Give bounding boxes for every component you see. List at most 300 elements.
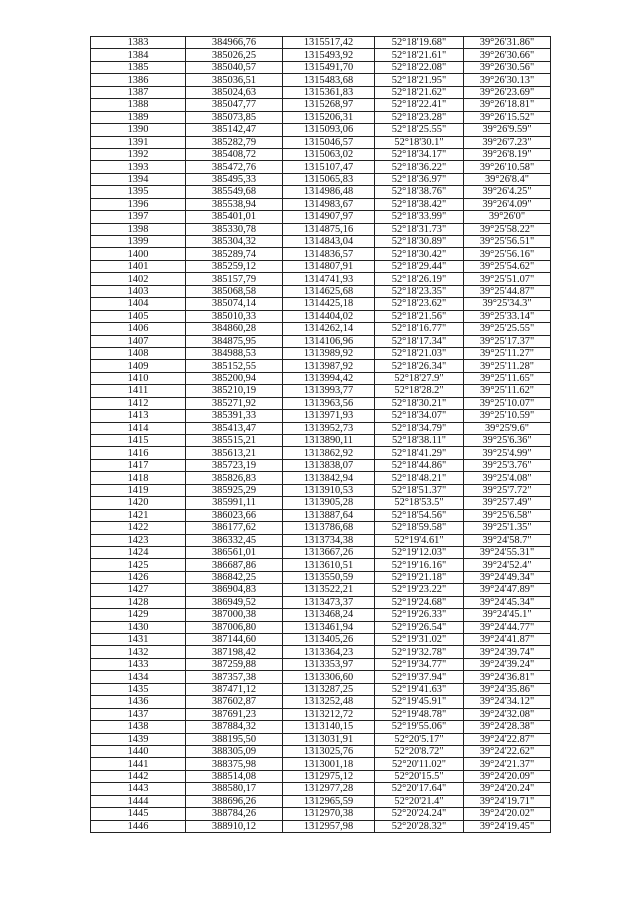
- latitude-cell: 52°18'59.58": [375, 522, 464, 534]
- longitude-cell: 39°26'18.81": [464, 99, 551, 111]
- x-coordinate-cell: 387884,32: [186, 721, 283, 733]
- latitude-cell: 52°18'22.08": [375, 61, 464, 73]
- x-coordinate-cell: 387357,38: [186, 671, 283, 683]
- latitude-cell: 52°18'36.97": [375, 173, 464, 185]
- table-row: [91, 683, 551, 695]
- point-number-cell: 1440: [91, 745, 186, 757]
- latitude-cell: 52°19'12.03": [375, 546, 464, 558]
- table-row: [91, 198, 551, 210]
- point-number-cell: 1394: [91, 173, 186, 185]
- table-row: [91, 447, 551, 459]
- longitude-cell: 39°24'45.1": [464, 609, 551, 621]
- x-coordinate-cell: 385040,57: [186, 61, 283, 73]
- point-number-cell: 1441: [91, 758, 186, 770]
- point-number-cell: 1392: [91, 148, 186, 160]
- latitude-cell: 52°18'19.68": [375, 37, 464, 49]
- table-row: [91, 186, 551, 198]
- x-coordinate-cell: 385723,19: [186, 459, 283, 471]
- x-coordinate-cell: 388910,12: [186, 820, 283, 832]
- x-coordinate-cell: 387259,88: [186, 658, 283, 670]
- longitude-cell: 39°24'36.81": [464, 671, 551, 683]
- x-coordinate-cell: 388696,26: [186, 795, 283, 807]
- y-coordinate-cell: 1313952,73: [283, 422, 375, 434]
- y-coordinate-cell: 1313838,07: [283, 459, 375, 471]
- x-coordinate-cell: 385142,47: [186, 124, 283, 136]
- point-number-cell: 1446: [91, 820, 186, 832]
- y-coordinate-cell: 1313025,76: [283, 745, 375, 757]
- longitude-cell: 39°26'4.09": [464, 198, 551, 210]
- y-coordinate-cell: 1315361,83: [283, 86, 375, 98]
- x-coordinate-cell: 385391,33: [186, 410, 283, 422]
- y-coordinate-cell: 1314625,68: [283, 285, 375, 297]
- longitude-cell: 39°26'15.52": [464, 111, 551, 123]
- x-coordinate-cell: 385472,76: [186, 161, 283, 173]
- point-number-cell: 1424: [91, 546, 186, 558]
- y-coordinate-cell: 1313353,97: [283, 658, 375, 670]
- table-row: [91, 658, 551, 670]
- table-row: [91, 236, 551, 248]
- y-coordinate-cell: 1315107,47: [283, 161, 375, 173]
- table-row: [91, 820, 551, 832]
- point-number-cell: 1413: [91, 410, 186, 422]
- table-row: [91, 335, 551, 347]
- longitude-cell: 39°26'10.58": [464, 161, 551, 173]
- latitude-cell: 52°19'41.63": [375, 683, 464, 695]
- y-coordinate-cell: 1313963,56: [283, 397, 375, 409]
- y-coordinate-cell: 1313140,15: [283, 721, 375, 733]
- table-row: [91, 310, 551, 322]
- y-coordinate-cell: 1314425,18: [283, 298, 375, 310]
- table-row: [91, 260, 551, 272]
- point-number-cell: 1397: [91, 211, 186, 223]
- point-number-cell: 1406: [91, 323, 186, 335]
- latitude-cell: 52°19'48.78": [375, 708, 464, 720]
- point-number-cell: 1437: [91, 708, 186, 720]
- table-row: [91, 173, 551, 185]
- longitude-cell: 39°26'23.69": [464, 86, 551, 98]
- y-coordinate-cell: 1313905,28: [283, 497, 375, 509]
- x-coordinate-cell: 384860,28: [186, 323, 283, 335]
- y-coordinate-cell: 1314807,91: [283, 260, 375, 272]
- table-row: [91, 696, 551, 708]
- longitude-cell: 39°25'6.36": [464, 435, 551, 447]
- longitude-cell: 39°25'4.99": [464, 447, 551, 459]
- longitude-cell: 39°25'10.59": [464, 410, 551, 422]
- y-coordinate-cell: 1314262,14: [283, 323, 375, 335]
- y-coordinate-cell: 1313786,68: [283, 522, 375, 534]
- table-row: [91, 74, 551, 86]
- longitude-cell: 39°25'9.6": [464, 422, 551, 434]
- x-coordinate-cell: 388375,98: [186, 758, 283, 770]
- y-coordinate-cell: 1313550,59: [283, 571, 375, 583]
- point-number-cell: 1431: [91, 634, 186, 646]
- y-coordinate-cell: 1313306,60: [283, 671, 375, 683]
- table-row: [91, 484, 551, 496]
- table-row: [91, 99, 551, 111]
- table-row: [91, 783, 551, 795]
- longitude-cell: 39°25'56.16": [464, 248, 551, 260]
- table-row: [91, 522, 551, 534]
- table-row: [91, 534, 551, 546]
- latitude-cell: 52°19'21.18": [375, 571, 464, 583]
- longitude-cell: 39°25'6.58": [464, 509, 551, 521]
- y-coordinate-cell: 1314404,02: [283, 310, 375, 322]
- x-coordinate-cell: 387144,60: [186, 634, 283, 646]
- table-row: [91, 410, 551, 422]
- y-coordinate-cell: 1314843,04: [283, 236, 375, 248]
- longitude-cell: 39°25'11.27": [464, 347, 551, 359]
- longitude-cell: 39°25'33.14": [464, 310, 551, 322]
- x-coordinate-cell: 386842,25: [186, 571, 283, 583]
- x-coordinate-cell: 388580,17: [186, 783, 283, 795]
- latitude-cell: 52°18'53.5": [375, 497, 464, 509]
- x-coordinate-cell: 386949,52: [186, 596, 283, 608]
- y-coordinate-cell: 1315063,02: [283, 148, 375, 160]
- x-coordinate-cell: 385271,92: [186, 397, 283, 409]
- table-row: [91, 372, 551, 384]
- point-number-cell: 1411: [91, 385, 186, 397]
- x-coordinate-cell: 386904,83: [186, 584, 283, 596]
- point-number-cell: 1429: [91, 609, 186, 621]
- table-row: [91, 745, 551, 757]
- y-coordinate-cell: 1313862,92: [283, 447, 375, 459]
- table-row: [91, 211, 551, 223]
- table-row: [91, 671, 551, 683]
- y-coordinate-cell: 1313890,11: [283, 435, 375, 447]
- longitude-cell: 39°25'17.37": [464, 335, 551, 347]
- x-coordinate-cell: 385024,63: [186, 86, 283, 98]
- y-coordinate-cell: 1313993,77: [283, 385, 375, 397]
- x-coordinate-cell: 388195,50: [186, 733, 283, 745]
- y-coordinate-cell: 1312975,12: [283, 770, 375, 782]
- latitude-cell: 52°19'45.91": [375, 696, 464, 708]
- latitude-cell: 52°20'11.02": [375, 758, 464, 770]
- latitude-cell: 52°18'23.62": [375, 298, 464, 310]
- table-row: [91, 459, 551, 471]
- y-coordinate-cell: 1315483,68: [283, 74, 375, 86]
- table-row: [91, 37, 551, 49]
- point-number-cell: 1403: [91, 285, 186, 297]
- longitude-cell: 39°25'3.76": [464, 459, 551, 471]
- table-row: [91, 609, 551, 621]
- latitude-cell: 52°20'15.5": [375, 770, 464, 782]
- longitude-cell: 39°26'0": [464, 211, 551, 223]
- y-coordinate-cell: 1315093,06: [283, 124, 375, 136]
- latitude-cell: 52°19'55.06": [375, 721, 464, 733]
- y-coordinate-cell: 1315046,57: [283, 136, 375, 148]
- point-number-cell: 1386: [91, 74, 186, 86]
- x-coordinate-cell: 385613,21: [186, 447, 283, 459]
- longitude-cell: 39°26'30.13": [464, 74, 551, 86]
- table-row: [91, 385, 551, 397]
- y-coordinate-cell: 1314836,57: [283, 248, 375, 260]
- latitude-cell: 52°18'25.55": [375, 124, 464, 136]
- table-row: [91, 808, 551, 820]
- x-coordinate-cell: 385010,33: [186, 310, 283, 322]
- y-coordinate-cell: 1315065,83: [283, 173, 375, 185]
- x-coordinate-cell: 387000,38: [186, 609, 283, 621]
- latitude-cell: 52°19'26.54": [375, 621, 464, 633]
- x-coordinate-cell: 386332,45: [186, 534, 283, 546]
- x-coordinate-cell: 387198,42: [186, 646, 283, 658]
- x-coordinate-cell: 384988,53: [186, 347, 283, 359]
- y-coordinate-cell: 1315517,42: [283, 37, 375, 49]
- point-number-cell: 1420: [91, 497, 186, 509]
- table-row: [91, 422, 551, 434]
- table-row: [91, 285, 551, 297]
- longitude-cell: 39°25'44.87": [464, 285, 551, 297]
- point-number-cell: 1442: [91, 770, 186, 782]
- x-coordinate-cell: 385515,21: [186, 435, 283, 447]
- longitude-cell: 39°25'1.35": [464, 522, 551, 534]
- table-row: [91, 472, 551, 484]
- x-coordinate-cell: 385330,78: [186, 223, 283, 235]
- longitude-cell: 39°24'47.89": [464, 584, 551, 596]
- coordinates-table-body: [91, 37, 551, 833]
- x-coordinate-cell: 385991,11: [186, 497, 283, 509]
- y-coordinate-cell: 1313468,24: [283, 609, 375, 621]
- x-coordinate-cell: 385074,14: [186, 298, 283, 310]
- y-coordinate-cell: 1312965,59: [283, 795, 375, 807]
- table-row: [91, 323, 551, 335]
- x-coordinate-cell: 385152,55: [186, 360, 283, 372]
- longitude-cell: 39°25'34.3": [464, 298, 551, 310]
- point-number-cell: 1409: [91, 360, 186, 372]
- x-coordinate-cell: 386687,86: [186, 559, 283, 571]
- latitude-cell: 52°18'21.56": [375, 310, 464, 322]
- table-row: [91, 347, 551, 359]
- table-row: [91, 223, 551, 235]
- point-number-cell: 1389: [91, 111, 186, 123]
- point-number-cell: 1444: [91, 795, 186, 807]
- table-row: [91, 497, 551, 509]
- y-coordinate-cell: 1313734,38: [283, 534, 375, 546]
- x-coordinate-cell: 385826,83: [186, 472, 283, 484]
- latitude-cell: 52°18'21.95": [375, 74, 464, 86]
- latitude-cell: 52°18'30.1": [375, 136, 464, 148]
- longitude-cell: 39°25'11.62": [464, 385, 551, 397]
- y-coordinate-cell: 1312957,98: [283, 820, 375, 832]
- point-number-cell: 1430: [91, 621, 186, 633]
- longitude-cell: 39°25'11.28": [464, 360, 551, 372]
- y-coordinate-cell: 1313610,51: [283, 559, 375, 571]
- y-coordinate-cell: 1314741,93: [283, 273, 375, 285]
- x-coordinate-cell: 385200,94: [186, 372, 283, 384]
- latitude-cell: 52°20'24.24": [375, 808, 464, 820]
- latitude-cell: 52°18'31.73": [375, 223, 464, 235]
- latitude-cell: 52°19'24.68": [375, 596, 464, 608]
- y-coordinate-cell: 1315491,70: [283, 61, 375, 73]
- point-number-cell: 1421: [91, 509, 186, 521]
- x-coordinate-cell: 388305,09: [186, 745, 283, 757]
- latitude-cell: 52°19'31.02": [375, 634, 464, 646]
- table-row: [91, 708, 551, 720]
- y-coordinate-cell: 1313887,64: [283, 509, 375, 521]
- x-coordinate-cell: 388784,26: [186, 808, 283, 820]
- y-coordinate-cell: 1313989,92: [283, 347, 375, 359]
- point-number-cell: 1439: [91, 733, 186, 745]
- longitude-cell: 39°25'25.55": [464, 323, 551, 335]
- longitude-cell: 39°24'28.38": [464, 721, 551, 733]
- latitude-cell: 52°18'28.2": [375, 385, 464, 397]
- x-coordinate-cell: 385495,33: [186, 173, 283, 185]
- longitude-cell: 39°25'4.08": [464, 472, 551, 484]
- x-coordinate-cell: 385068,58: [186, 285, 283, 297]
- longitude-cell: 39°25'11.65": [464, 372, 551, 384]
- x-coordinate-cell: 387691,23: [186, 708, 283, 720]
- latitude-cell: 52°18'33.99": [375, 211, 464, 223]
- y-coordinate-cell: 1313522,21: [283, 584, 375, 596]
- point-number-cell: 1390: [91, 124, 186, 136]
- latitude-cell: 52°18'29.44": [375, 260, 464, 272]
- longitude-cell: 39°24'21.37": [464, 758, 551, 770]
- longitude-cell: 39°26'7.23": [464, 136, 551, 148]
- point-number-cell: 1391: [91, 136, 186, 148]
- latitude-cell: 52°18'34.17": [375, 148, 464, 160]
- point-number-cell: 1425: [91, 559, 186, 571]
- latitude-cell: 52°18'44.86": [375, 459, 464, 471]
- latitude-cell: 52°18'38.76": [375, 186, 464, 198]
- latitude-cell: 52°18'16.77": [375, 323, 464, 335]
- y-coordinate-cell: 1313461,94: [283, 621, 375, 633]
- y-coordinate-cell: 1313971,93: [283, 410, 375, 422]
- table-row: [91, 584, 551, 596]
- longitude-cell: 39°24'58.7": [464, 534, 551, 546]
- latitude-cell: 52°20'8.72": [375, 745, 464, 757]
- longitude-cell: 39°25'7.72": [464, 484, 551, 496]
- longitude-cell: 39°25'54.62": [464, 260, 551, 272]
- latitude-cell: 52°18'27.9": [375, 372, 464, 384]
- y-coordinate-cell: 1313252,48: [283, 696, 375, 708]
- latitude-cell: 52°18'48.21": [375, 472, 464, 484]
- longitude-cell: 39°25'10.07": [464, 397, 551, 409]
- longitude-cell: 39°24'55.31": [464, 546, 551, 558]
- table-row: [91, 646, 551, 658]
- table-row: [91, 360, 551, 372]
- point-number-cell: 1384: [91, 49, 186, 61]
- y-coordinate-cell: 1313667,26: [283, 546, 375, 558]
- x-coordinate-cell: 385026,25: [186, 49, 283, 61]
- longitude-cell: 39°26'9.59": [464, 124, 551, 136]
- latitude-cell: 52°18'22.41": [375, 99, 464, 111]
- latitude-cell: 52°18'38.42": [375, 198, 464, 210]
- y-coordinate-cell: 1314983,67: [283, 198, 375, 210]
- point-number-cell: 1419: [91, 484, 186, 496]
- latitude-cell: 52°18'23.28": [375, 111, 464, 123]
- point-number-cell: 1401: [91, 260, 186, 272]
- table-row: [91, 571, 551, 583]
- y-coordinate-cell: 1313287,25: [283, 683, 375, 695]
- x-coordinate-cell: 385036,51: [186, 74, 283, 86]
- point-number-cell: 1443: [91, 783, 186, 795]
- table-row: [91, 136, 551, 148]
- x-coordinate-cell: 386561,01: [186, 546, 283, 558]
- latitude-cell: 52°18'51.37": [375, 484, 464, 496]
- table-row: [91, 124, 551, 136]
- point-number-cell: 1435: [91, 683, 186, 695]
- point-number-cell: 1436: [91, 696, 186, 708]
- point-number-cell: 1414: [91, 422, 186, 434]
- table-row: [91, 248, 551, 260]
- longitude-cell: 39°25'58.22": [464, 223, 551, 235]
- longitude-cell: 39°24'20.09": [464, 770, 551, 782]
- latitude-cell: 52°18'21.62": [375, 86, 464, 98]
- point-number-cell: 1410: [91, 372, 186, 384]
- point-number-cell: 1396: [91, 198, 186, 210]
- point-number-cell: 1393: [91, 161, 186, 173]
- x-coordinate-cell: 385289,74: [186, 248, 283, 260]
- x-coordinate-cell: 385073,85: [186, 111, 283, 123]
- x-coordinate-cell: 385401,01: [186, 211, 283, 223]
- point-number-cell: 1426: [91, 571, 186, 583]
- x-coordinate-cell: 385282,79: [186, 136, 283, 148]
- x-coordinate-cell: 384966,76: [186, 37, 283, 49]
- table-row: [91, 161, 551, 173]
- longitude-cell: 39°24'35.86": [464, 683, 551, 695]
- table-row: [91, 111, 551, 123]
- longitude-cell: 39°24'44.77": [464, 621, 551, 633]
- point-number-cell: 1398: [91, 223, 186, 235]
- latitude-cell: 52°20'28.32": [375, 820, 464, 832]
- latitude-cell: 52°19'26.33": [375, 609, 464, 621]
- longitude-cell: 39°24'41.87": [464, 634, 551, 646]
- latitude-cell: 52°19'37.94": [375, 671, 464, 683]
- point-number-cell: 1399: [91, 236, 186, 248]
- table-row: [91, 721, 551, 733]
- latitude-cell: 52°18'21.03": [375, 347, 464, 359]
- latitude-cell: 52°19'34.77": [375, 658, 464, 670]
- x-coordinate-cell: 385047,77: [186, 99, 283, 111]
- table-row: [91, 621, 551, 633]
- longitude-cell: 39°25'56.51": [464, 236, 551, 248]
- latitude-cell: 52°20'5.17": [375, 733, 464, 745]
- table-row: [91, 770, 551, 782]
- longitude-cell: 39°26'8.4": [464, 173, 551, 185]
- y-coordinate-cell: 1313364,23: [283, 646, 375, 658]
- longitude-cell: 39°24'34.12": [464, 696, 551, 708]
- latitude-cell: 52°18'26.19": [375, 273, 464, 285]
- x-coordinate-cell: 387006,80: [186, 621, 283, 633]
- longitude-cell: 39°26'31.86": [464, 37, 551, 49]
- y-coordinate-cell: 1314106,96: [283, 335, 375, 347]
- y-coordinate-cell: 1313987,92: [283, 360, 375, 372]
- latitude-cell: 52°18'26.34": [375, 360, 464, 372]
- table-row: [91, 546, 551, 558]
- point-number-cell: 1434: [91, 671, 186, 683]
- y-coordinate-cell: 1312977,28: [283, 783, 375, 795]
- y-coordinate-cell: 1315206,31: [283, 111, 375, 123]
- y-coordinate-cell: 1313910,53: [283, 484, 375, 496]
- x-coordinate-cell: 387471,12: [186, 683, 283, 695]
- y-coordinate-cell: 1315268,97: [283, 99, 375, 111]
- longitude-cell: 39°26'8.19": [464, 148, 551, 160]
- y-coordinate-cell: 1313212,72: [283, 708, 375, 720]
- longitude-cell: 39°26'4.25": [464, 186, 551, 198]
- x-coordinate-cell: 384875,95: [186, 335, 283, 347]
- point-number-cell: 1412: [91, 397, 186, 409]
- x-coordinate-cell: 386023,66: [186, 509, 283, 521]
- point-number-cell: 1385: [91, 61, 186, 73]
- x-coordinate-cell: 385408,72: [186, 148, 283, 160]
- point-number-cell: 1438: [91, 721, 186, 733]
- table-row: [91, 435, 551, 447]
- longitude-cell: 39°25'7.49": [464, 497, 551, 509]
- point-number-cell: 1417: [91, 459, 186, 471]
- longitude-cell: 39°24'45.34": [464, 596, 551, 608]
- point-number-cell: 1422: [91, 522, 186, 534]
- table-row: [91, 509, 551, 521]
- latitude-cell: 52°18'17.34": [375, 335, 464, 347]
